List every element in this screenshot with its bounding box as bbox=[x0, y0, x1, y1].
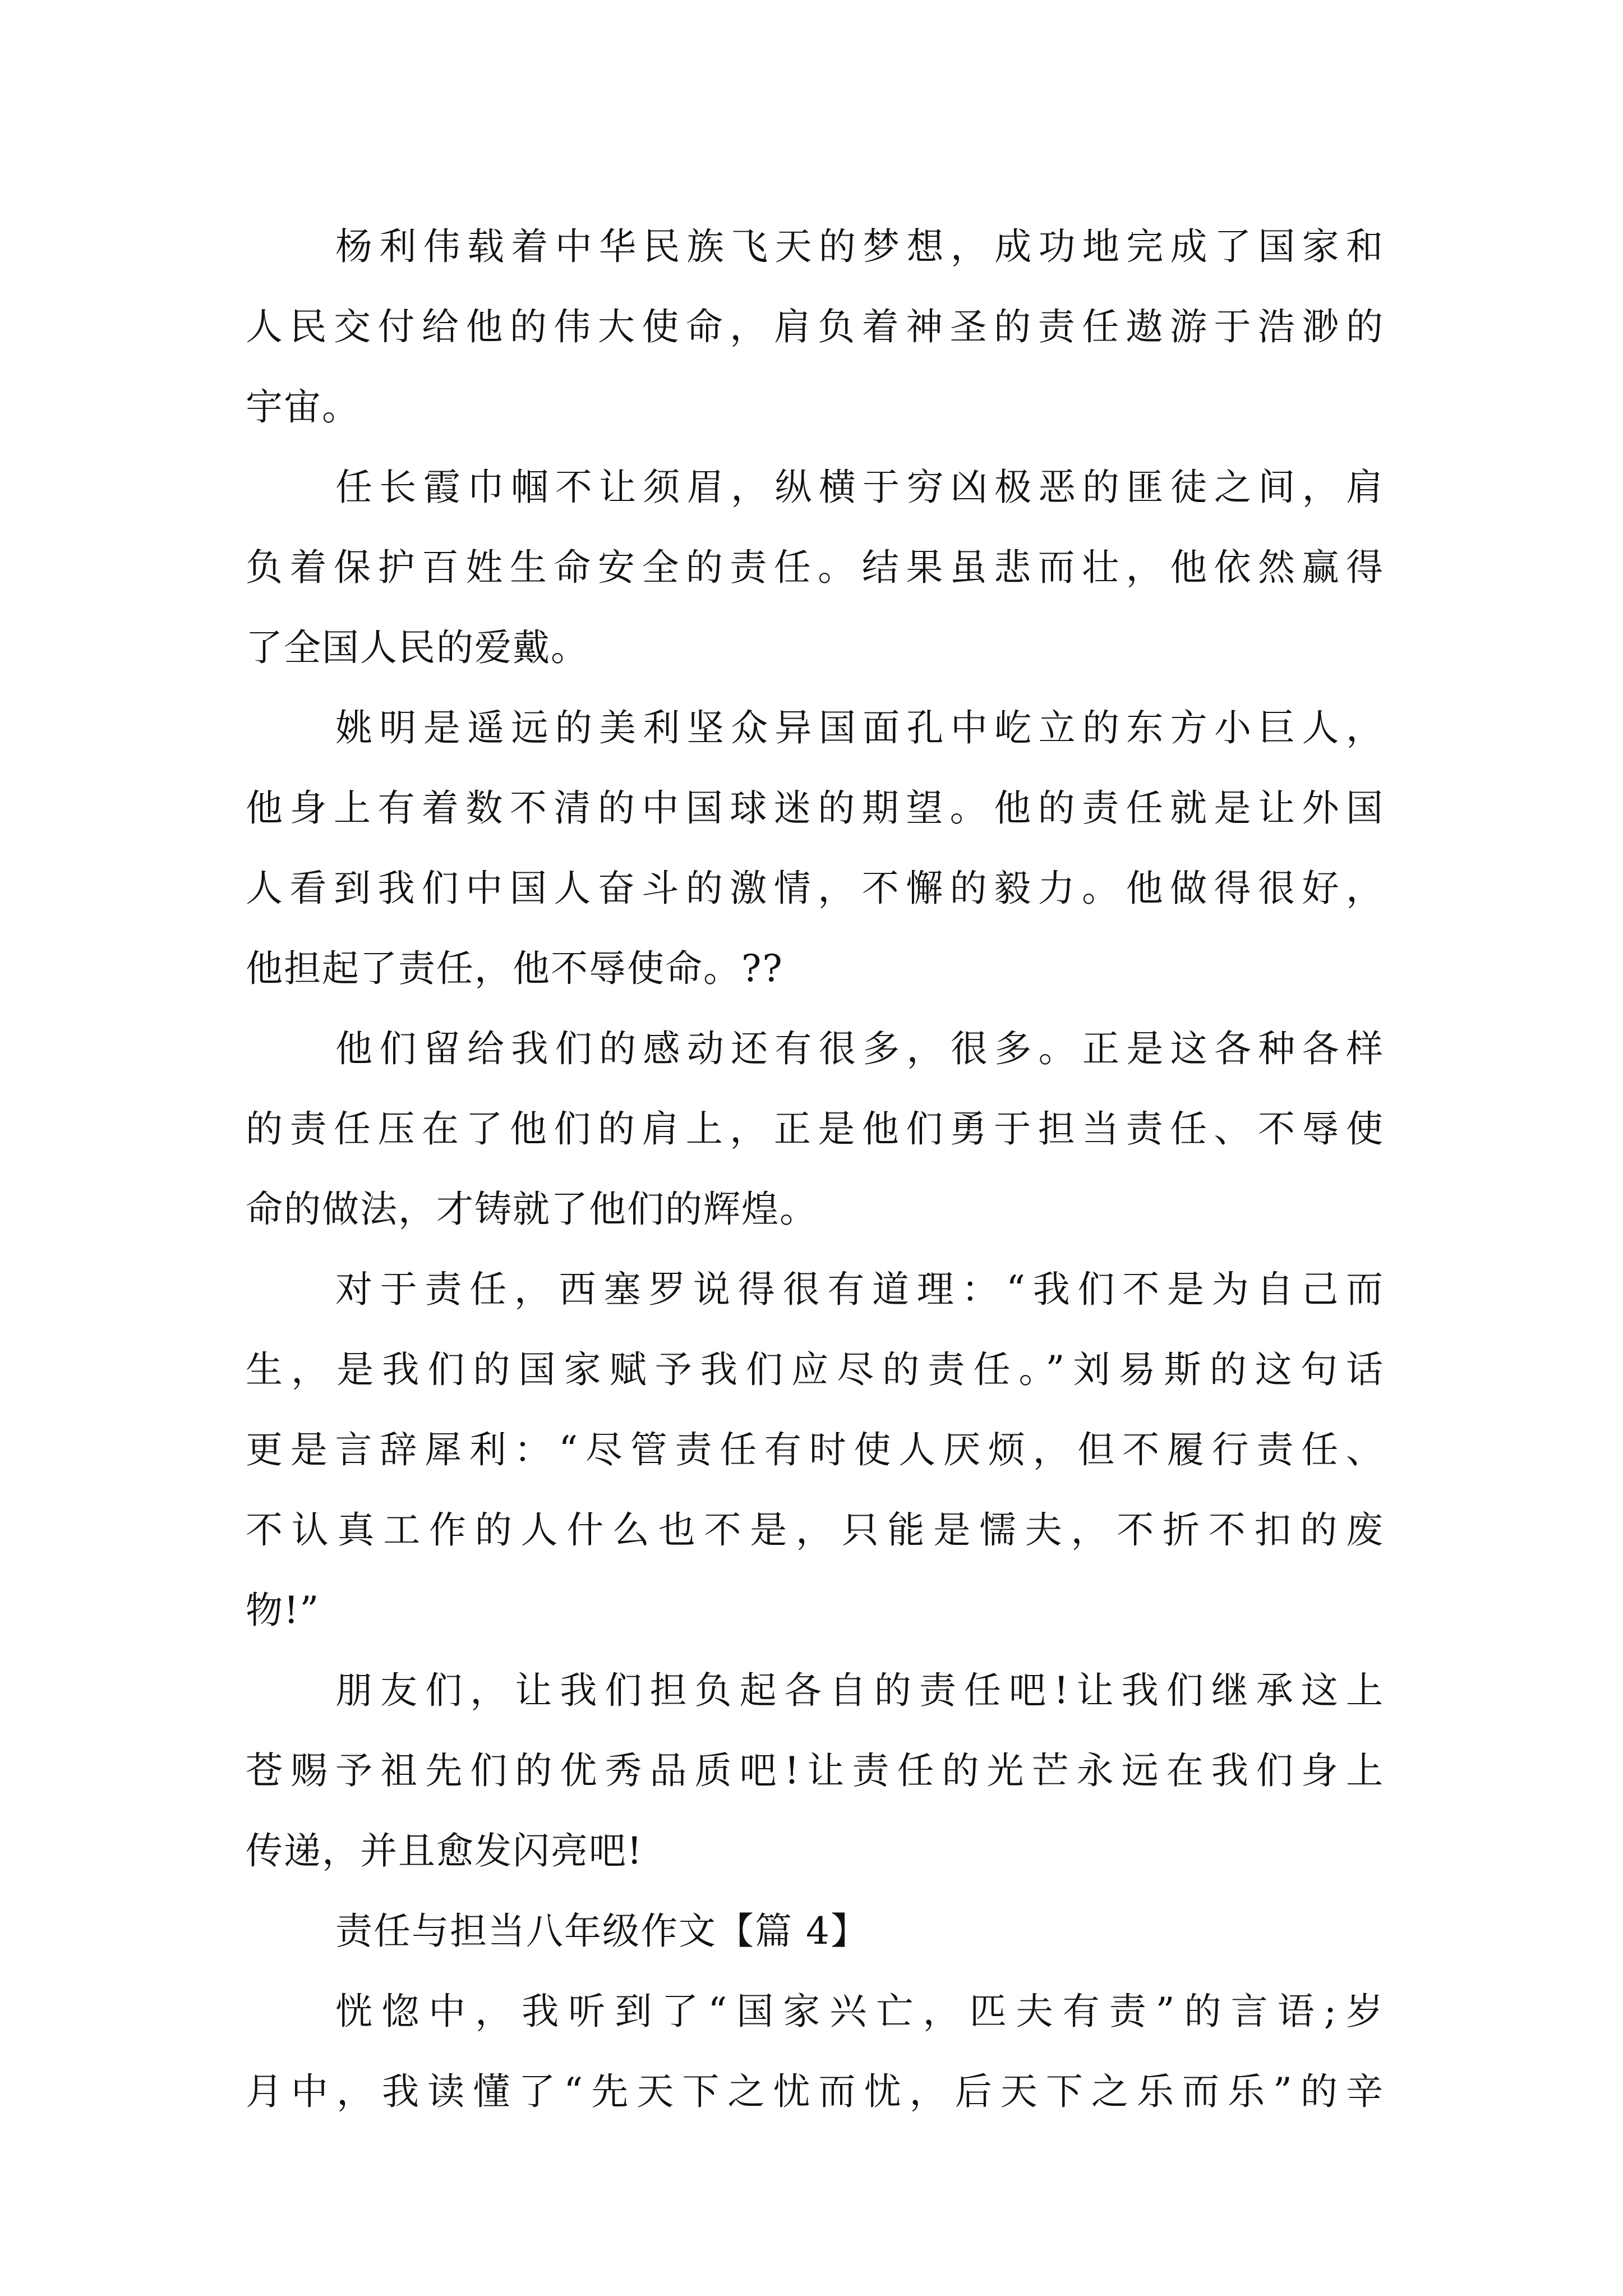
text-line: 朋友们，让我们担负起各自的责任吧!让我们继承这上 bbox=[335, 1669, 1384, 1712]
paragraph-cicero-quote bbox=[246, 1249, 1384, 1650]
text-line: 他们留给我们的感动还有很多，很多。正是这各种各样 bbox=[335, 1027, 1384, 1070]
text-line: 人看到我们中国人奋斗的激情，不懈的毅力。他做得很好， bbox=[246, 867, 1384, 910]
section-heading bbox=[246, 1891, 1384, 1971]
text-line: 命的做法，才铸就了他们的辉煌。 bbox=[246, 1188, 818, 1231]
text-line: 负着保护百姓生命安全的责任。结果虽悲而壮，他依然赢得 bbox=[246, 546, 1384, 589]
text-line: 传递，并且愈发闪亮吧! bbox=[246, 1829, 643, 1872]
text-line: 姚明是遥远的美利坚众异国面孔中屹立的东方小巨人， bbox=[335, 706, 1384, 749]
document-body bbox=[246, 206, 1384, 2132]
text-line: 杨利伟载着中华民族飞天的梦想，成功地完成了国家和 bbox=[335, 225, 1384, 268]
text-line: 生，是我们的国家赋予我们应尽的责任。”刘易斯的这句话 bbox=[246, 1348, 1384, 1391]
text-line: 苍赐予祖先们的优秀品质吧!让责任的光芒永远在我们身上 bbox=[246, 1749, 1384, 1792]
text-line: 不认真工作的人什么也不是，只能是懦夫，不折不扣的废 bbox=[246, 1508, 1384, 1552]
paragraph-touching-moments bbox=[246, 1009, 1384, 1249]
text-line: 他担起了责任，他不辱使命。?? bbox=[246, 947, 783, 990]
text-line: 物!” bbox=[246, 1589, 320, 1632]
text-line: 他身上有着数不清的中国球迷的期望。他的责任就是让外国 bbox=[246, 786, 1384, 830]
paragraph-yang-liwei bbox=[246, 206, 1384, 447]
paragraph-ren-changxia bbox=[246, 447, 1384, 688]
text-line: 更是言辞犀利：“尽管责任有时使人厌烦，但不履行责任、 bbox=[246, 1428, 1384, 1471]
text-line: 的责任压在了他们的肩上，正是他们勇于担当责任、不辱使 bbox=[246, 1107, 1384, 1151]
section-heading-text: 责任与担当八年级作文【篇 4】 bbox=[335, 1910, 869, 1953]
text-line: 月中，我读懂了“先天下之忧而忧，后天下之乐而乐”的辛 bbox=[246, 2070, 1384, 2113]
text-line: 对于责任，西塞罗说得很有道理：“我们不是为自己而 bbox=[335, 1268, 1384, 1311]
paragraph-friends-call bbox=[246, 1650, 1384, 1891]
paragraph-essay-4-opening bbox=[246, 1971, 1384, 2132]
text-line: 恍惚中，我听到了“国家兴亡，匹夫有责”的言语;岁 bbox=[335, 1990, 1384, 2033]
text-line: 任长霞巾帼不让须眉，纵横于穷凶极恶的匪徒之间，肩 bbox=[335, 466, 1384, 509]
paragraph-yao-ming bbox=[246, 688, 1384, 1009]
text-line: 人民交付给他的伟大使命，肩负着神圣的责任遨游于浩渺的 bbox=[246, 305, 1384, 348]
text-line: 了全国人民的爱戴。 bbox=[246, 626, 589, 669]
text-line: 宇宙。 bbox=[246, 385, 360, 429]
